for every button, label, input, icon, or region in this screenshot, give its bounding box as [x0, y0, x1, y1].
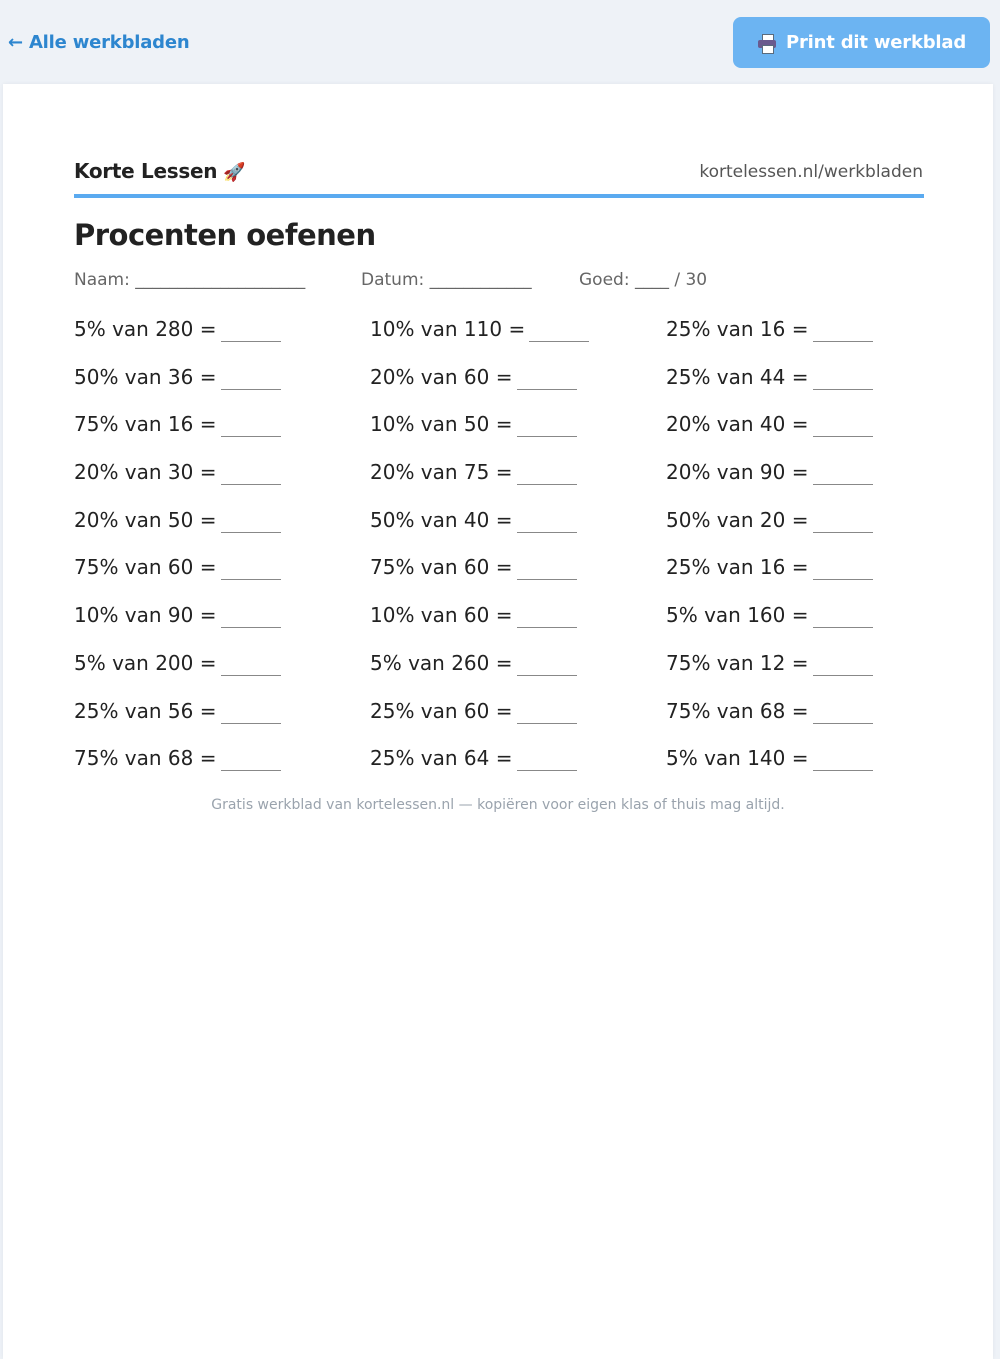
brand: [74, 159, 245, 183]
problem-text: 5% van 200 =: [74, 650, 217, 675]
answer-blank: [813, 746, 873, 771]
answer-blank: [813, 699, 873, 724]
answer-blank: [517, 746, 577, 771]
problem-item: [74, 317, 370, 365]
problem-text: 5% van 140 =: [666, 746, 809, 771]
problem-text: 20% van 75 =: [370, 460, 513, 485]
problem-item: [370, 746, 666, 794]
worksheet: [3, 84, 993, 1359]
answer-blank: [517, 460, 577, 485]
problem-item: [370, 460, 666, 508]
name-field: Naam: ____________________: [74, 270, 306, 290]
back-to-worksheets-link[interactable]: ← Alle werkbladen: [8, 32, 190, 53]
header-divider: [74, 194, 924, 198]
answer-blank: [529, 317, 589, 342]
problem-text: 75% van 16 =: [74, 412, 217, 437]
answer-blank: [813, 365, 873, 390]
problem-text: 25% van 64 =: [370, 746, 513, 771]
answer-blank: [813, 603, 873, 628]
problem-item: [666, 699, 924, 747]
problem-item: [666, 603, 924, 651]
problem-item: [74, 699, 370, 747]
problem-text: 20% van 30 =: [74, 460, 217, 485]
answer-blank: [517, 603, 577, 628]
problem-item: [370, 555, 666, 603]
date-field: Datum: ____________: [361, 270, 532, 290]
answer-blank: [517, 365, 577, 390]
site-url: kortelessen.nl/werkbladen: [699, 162, 923, 182]
answer-blank: [221, 603, 281, 628]
problem-item: [370, 317, 666, 365]
answer-blank: [517, 508, 577, 533]
problem-text: 25% van 60 =: [370, 698, 513, 723]
answer-blank: [221, 699, 281, 724]
answer-blank: [517, 651, 577, 676]
problem-item: [74, 365, 370, 413]
problem-text: 50% van 20 =: [666, 507, 809, 532]
problem-text: 20% van 40 =: [666, 412, 809, 437]
problem-text: 5% van 280 =: [74, 317, 217, 341]
problem-text: 75% van 60 =: [74, 555, 217, 580]
answer-blank: [813, 555, 873, 580]
problem-text: 75% van 12 =: [666, 650, 809, 675]
answer-blank: [221, 651, 281, 676]
print-worksheet-button[interactable]: [733, 17, 990, 68]
answer-blank: [517, 412, 577, 437]
problem-item: [666, 365, 924, 413]
problem-item: [666, 508, 924, 556]
problem-item: [666, 651, 924, 699]
problem-text: 10% van 110 =: [370, 317, 526, 341]
problem-grid: [74, 317, 924, 794]
top-bar: [0, 0, 1000, 84]
problem-text: 10% van 90 =: [74, 603, 217, 628]
problem-item: [370, 508, 666, 556]
problem-item: [370, 699, 666, 747]
rocket-icon: 🚀: [223, 162, 246, 183]
answer-blank: [221, 365, 281, 390]
problem-text: 20% van 60 =: [370, 364, 513, 389]
page-title: Procenten oefenen: [74, 218, 376, 252]
problem-text: 5% van 260 =: [370, 650, 513, 675]
problem-text: 5% van 160 =: [666, 603, 809, 628]
problem-item: [74, 603, 370, 651]
problem-text: 75% van 68 =: [74, 746, 217, 771]
answer-blank: [813, 460, 873, 485]
answer-blank: [813, 412, 873, 437]
problem-text: 50% van 36 =: [74, 364, 217, 389]
answer-blank: [221, 746, 281, 771]
problem-item: [74, 460, 370, 508]
problem-text: 20% van 50 =: [74, 507, 217, 532]
problem-text: 10% van 60 =: [370, 603, 513, 628]
problem-text: 25% van 16 =: [666, 555, 809, 580]
problem-item: [370, 603, 666, 651]
answer-blank: [221, 555, 281, 580]
problem-item: [370, 412, 666, 460]
brand-name: Korte Lessen: [74, 159, 218, 183]
problem-item: [74, 508, 370, 556]
printer-icon: [757, 33, 777, 53]
answer-blank: [221, 460, 281, 485]
print-button-label: Print dit werkblad: [785, 32, 967, 53]
problem-text: 50% van 40 =: [370, 507, 513, 532]
problem-item: [666, 746, 924, 794]
score-field: Goed: ____ / 30: [579, 270, 708, 290]
footer-note: Gratis werkblad van kortelessen.nl — kopiëren voor eigen klas of thuis mag altijd.: [211, 797, 785, 813]
answer-blank: [221, 412, 281, 437]
problem-item: [370, 365, 666, 413]
problem-item: [74, 651, 370, 699]
problem-text: 20% van 90 =: [666, 460, 809, 485]
problem-text: 25% van 56 =: [74, 698, 217, 723]
answer-blank: [517, 555, 577, 580]
problem-text: 25% van 44 =: [666, 364, 809, 389]
problem-item: [666, 460, 924, 508]
answer-blank: [813, 508, 873, 533]
problem-item: [666, 555, 924, 603]
problem-item: [74, 555, 370, 603]
problem-item: [666, 317, 924, 365]
problem-item: [74, 412, 370, 460]
problem-text: 10% van 50 =: [370, 412, 513, 437]
answer-blank: [813, 317, 873, 342]
answer-blank: [221, 508, 281, 533]
problem-item: [370, 651, 666, 699]
problem-item: [666, 412, 924, 460]
problem-item: [74, 746, 370, 794]
problem-text: 25% van 16 =: [666, 317, 809, 341]
answer-blank: [221, 317, 281, 342]
problem-text: 75% van 68 =: [666, 698, 809, 723]
answer-blank: [517, 699, 577, 724]
problem-text: 75% van 60 =: [370, 555, 513, 580]
answer-blank: [813, 651, 873, 676]
